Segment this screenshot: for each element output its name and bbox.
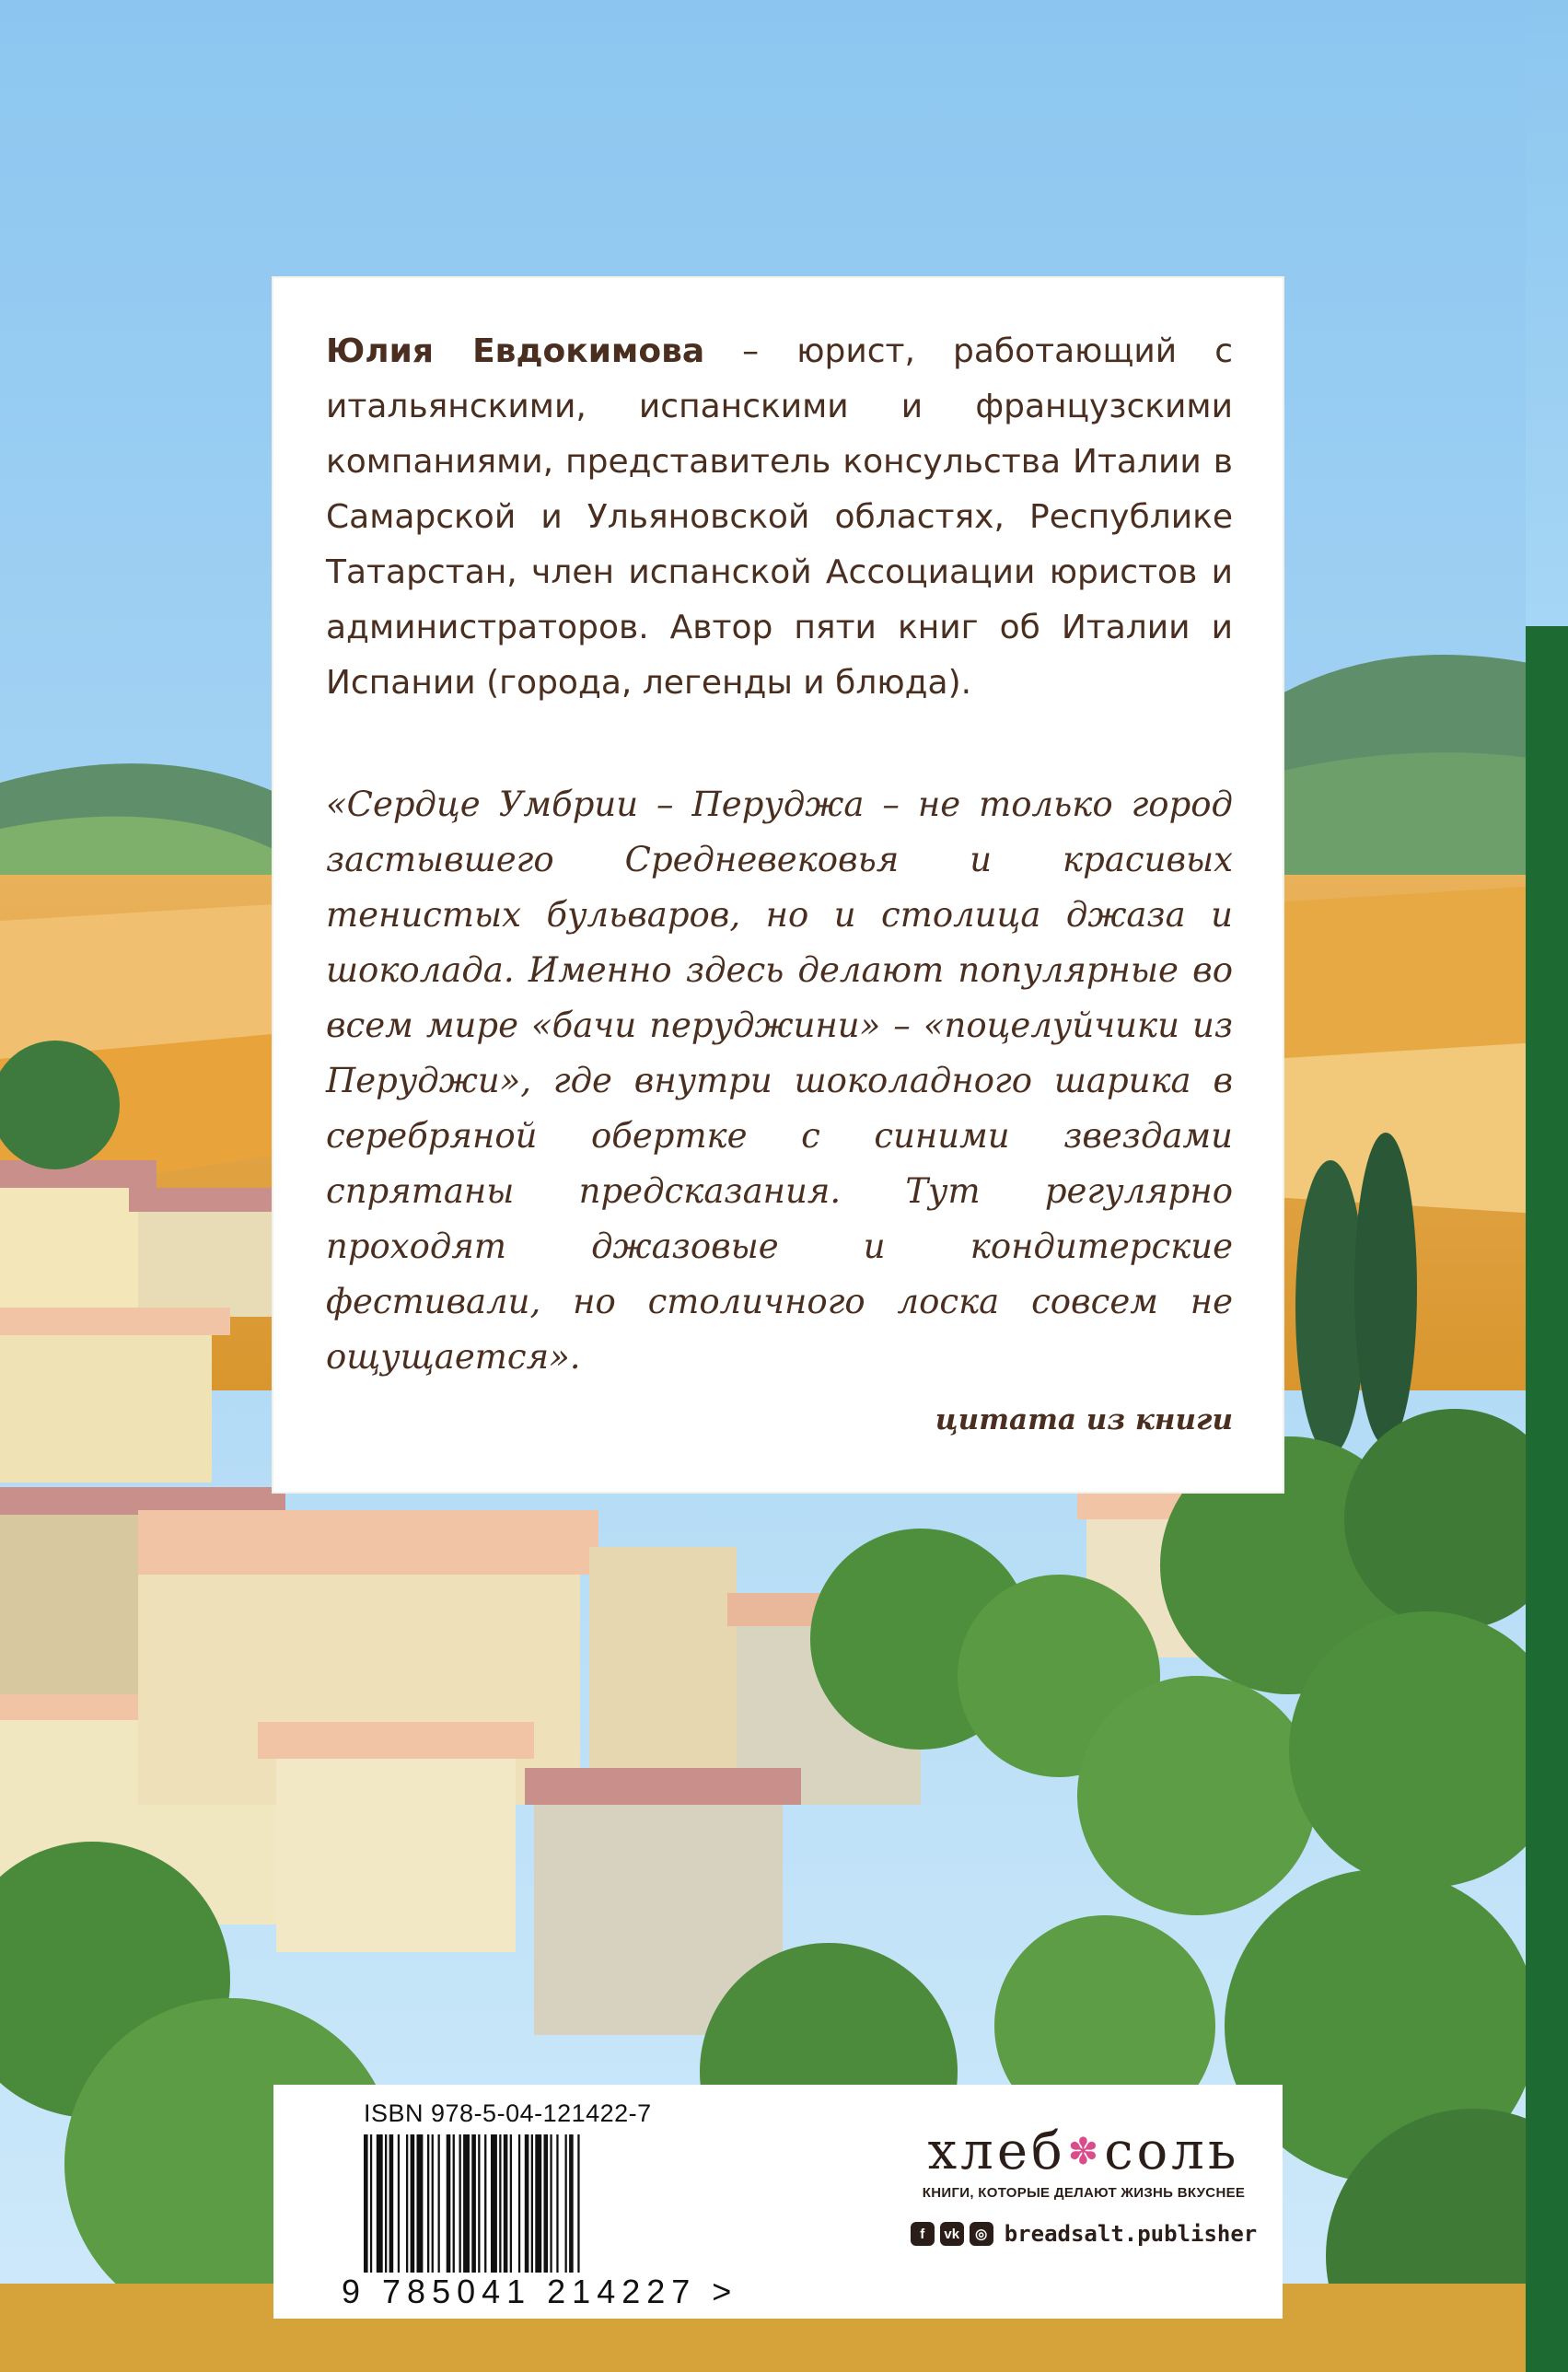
vk-icon[interactable]: vk (940, 2222, 964, 2246)
social-links (909, 2221, 1259, 2247)
publisher-handle[interactable]: breadsalt.publisher (1004, 2221, 1258, 2247)
annotation-card (273, 278, 1283, 1492)
card-text (326, 324, 1233, 1436)
logo-right-word: соль (1104, 2122, 1240, 2181)
logo-left-word: хлеб (927, 2122, 1066, 2181)
flower-icon: ✽ (1067, 2130, 1103, 2173)
book-quote: «Сердце Умбрии – Перуджа – не только город застывшего Средневековья и красивых тенистых бульваров, но и столица джаза и шоколада. Именно здесь делают популярные во всем мире «бачи перуджини» – «поцелуйчики из Перуджи», где внутри шоколадного шарика в серебряной обертке с синими звездами спрятаны предсказания. Тут регулярно проходят джазовые и кондитерские фестивали, но столичного лоска совсем не ощущается». (326, 785, 1233, 1377)
author-bio-text: – юрист, работающий с итальянскими, испанскими и французскими компаниями, представитель консульства Италии в Самарской и Ульяновской областях, Республике Татарстан, член испанской Ассоциации юристов и администраторов. Автор пяти книг об Италии и Испании (города, легенды и блюда). (326, 332, 1233, 702)
isbn-digits: 9 785041 214227 > (342, 2273, 738, 2310)
isbn-label: ISBN 978-5-04-121422-7 (364, 2099, 652, 2127)
spine-sky (1526, 0, 1568, 626)
instagram-icon[interactable]: ◎ (970, 2222, 993, 2246)
facebook-icon[interactable]: f (911, 2222, 935, 2246)
author-name: Юлия Евдокимова (326, 332, 705, 370)
barcode (364, 2134, 796, 2273)
publisher-wordmark (909, 2122, 1259, 2181)
publisher-tagline: КНИГИ, КОТОРЫЕ ДЕЛАЮТ ЖИЗНЬ ВКУСНЕЕ (922, 2185, 1246, 2201)
author-bio (326, 324, 1233, 711)
quote-source: цитата из книги (935, 1403, 1233, 1436)
footer-box (273, 2085, 1283, 2319)
publisher-logo (909, 2122, 1259, 2247)
